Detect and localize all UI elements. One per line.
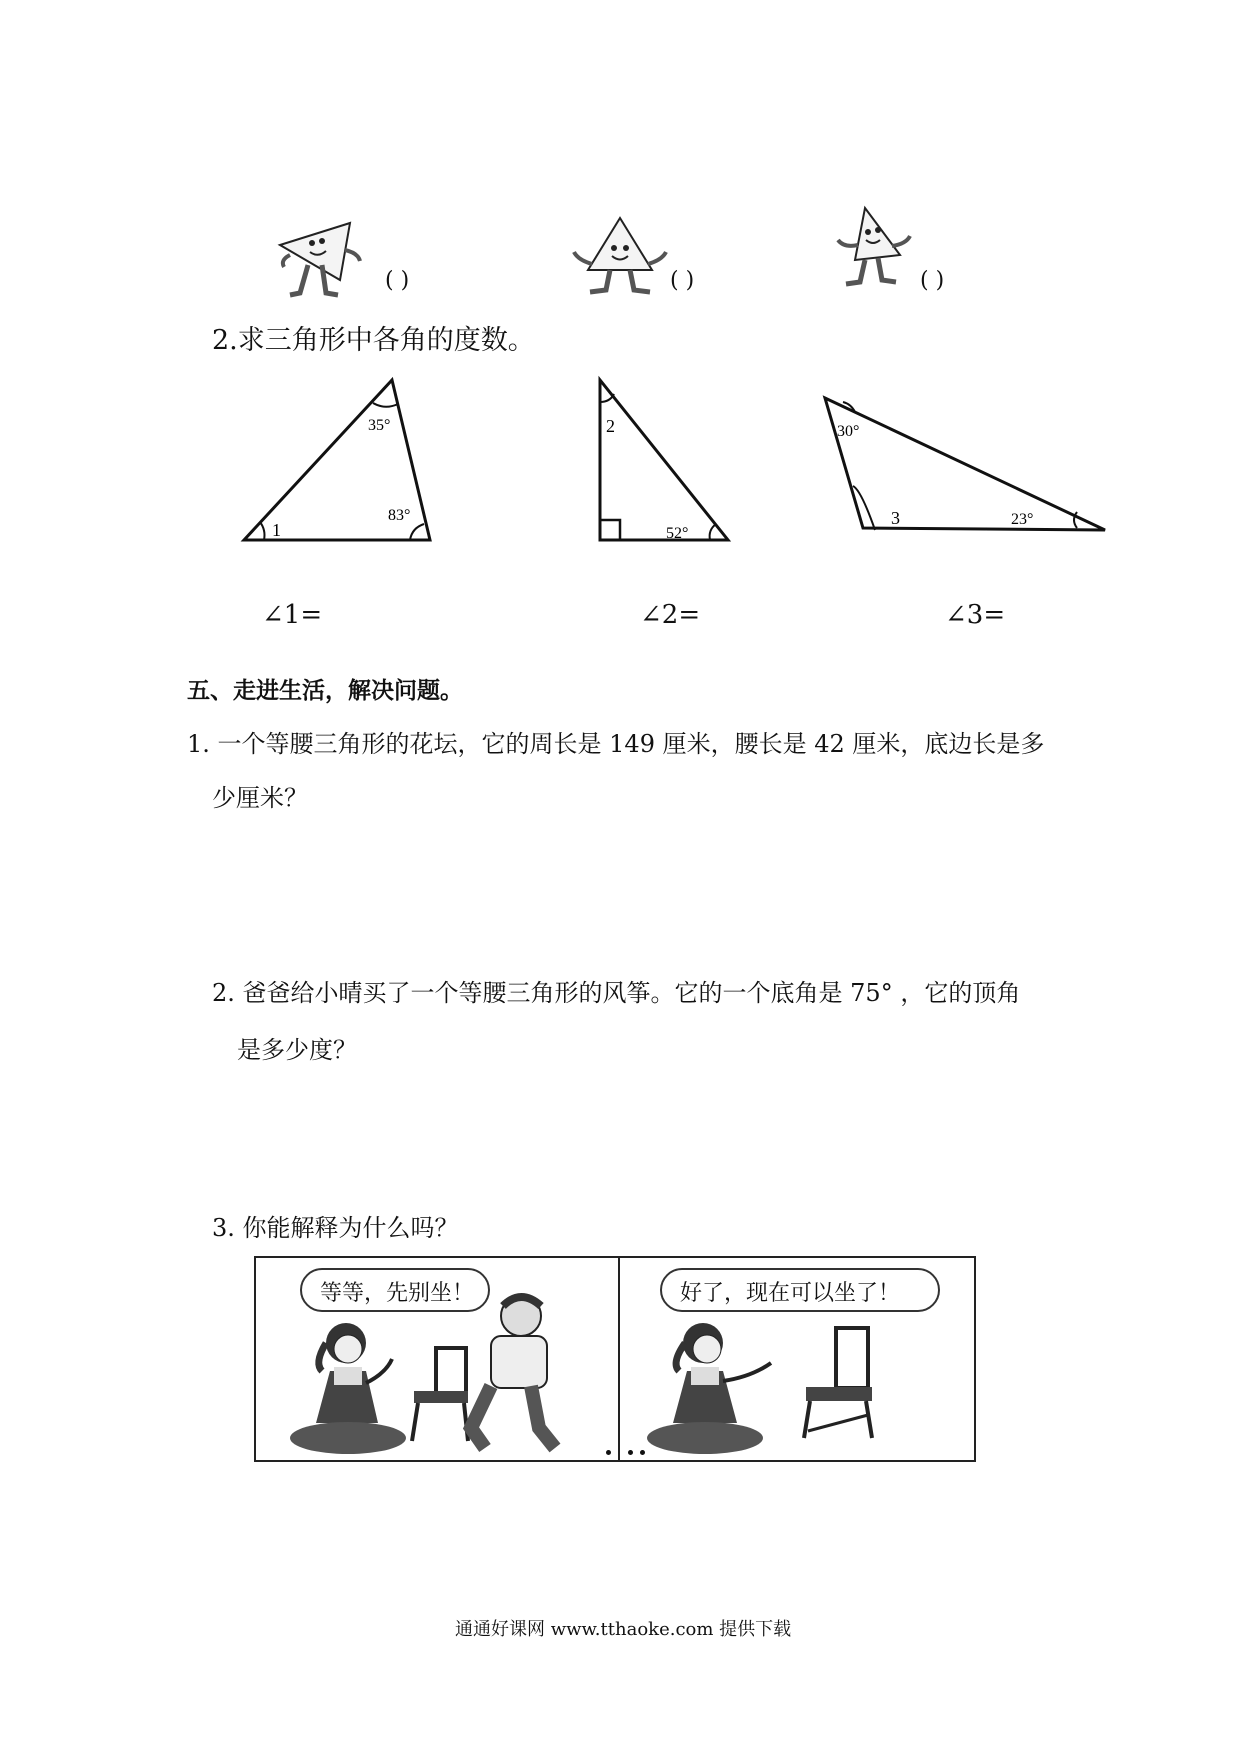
t3-angle-right: 23° (1011, 511, 1034, 528)
paren-blank-2[interactable]: ( ) (670, 268, 695, 293)
t1-angle-top: 35° (368, 417, 391, 434)
speech-bubble-left-text: 等等，先别坐！ (320, 1281, 475, 1306)
girl-sitting-pointing-icon (641, 1313, 791, 1458)
footer-credit: 通通好课网 www.tthaoke.com 提供下载 (455, 1619, 792, 1640)
comic-divider (618, 1258, 620, 1460)
angle-2-answer[interactable]: ∠2= (640, 600, 701, 630)
t1-angle-right: 83° (388, 507, 411, 524)
ellipsis-dot (606, 1450, 611, 1455)
right-triangle-character-icon (270, 205, 370, 300)
t1-angle-left: 1 (272, 520, 281, 540)
triangle-2-diagram (590, 370, 740, 550)
shape-character-row (260, 205, 1020, 305)
section-5-title: 五、走进生活，解决问题。 (187, 677, 463, 704)
problem-2-line-1: 2. 爸爸给小晴买了一个等腰三角形的风筝。它的一个底角是 75° ，它的顶角 (212, 979, 1021, 1007)
triangle-3-diagram (815, 390, 1115, 540)
q2-heading: 2.求三角形中各角的度数。 (212, 325, 535, 356)
paren-blank-3[interactable]: ( ) (920, 268, 945, 293)
problem-2-line-2: 是多少度？ (237, 1036, 357, 1064)
paren-blank-1[interactable]: ( ) (385, 268, 410, 293)
speech-bubble-right (660, 1268, 940, 1312)
problem-1-line-1: 1. 一个等腰三角形的花坛，它的周长是 149 厘米，腰长是 42 厘米，底边长是多 (187, 730, 1045, 758)
t3-angle-bottom-left: 3 (891, 508, 900, 528)
t3-angle-left-top: 30° (837, 423, 860, 440)
speech-bubble-right-text: 好了，现在可以坐了！ (680, 1281, 901, 1306)
obtuse-triangle-character-icon (820, 200, 920, 295)
ellipsis-dot (628, 1450, 633, 1455)
boy-about-to-sit-icon (451, 1288, 571, 1458)
angle-3-answer[interactable]: ∠3= (945, 600, 1006, 630)
girl-sitting-icon (286, 1313, 426, 1458)
comic-panel (254, 1256, 976, 1462)
problem-3-line: 3. 你能解释为什么吗？ (212, 1214, 459, 1242)
problem-1-line-2: 少厘米？ (212, 784, 308, 812)
chair-right-icon (796, 1323, 886, 1443)
angle-1-answer[interactable]: ∠1= (262, 600, 323, 630)
triangle-1-diagram (230, 370, 460, 550)
t2-angle-bottom: 52° (666, 525, 689, 542)
acute-triangle-character-icon (570, 210, 670, 300)
t2-angle-top: 2 (606, 416, 615, 436)
